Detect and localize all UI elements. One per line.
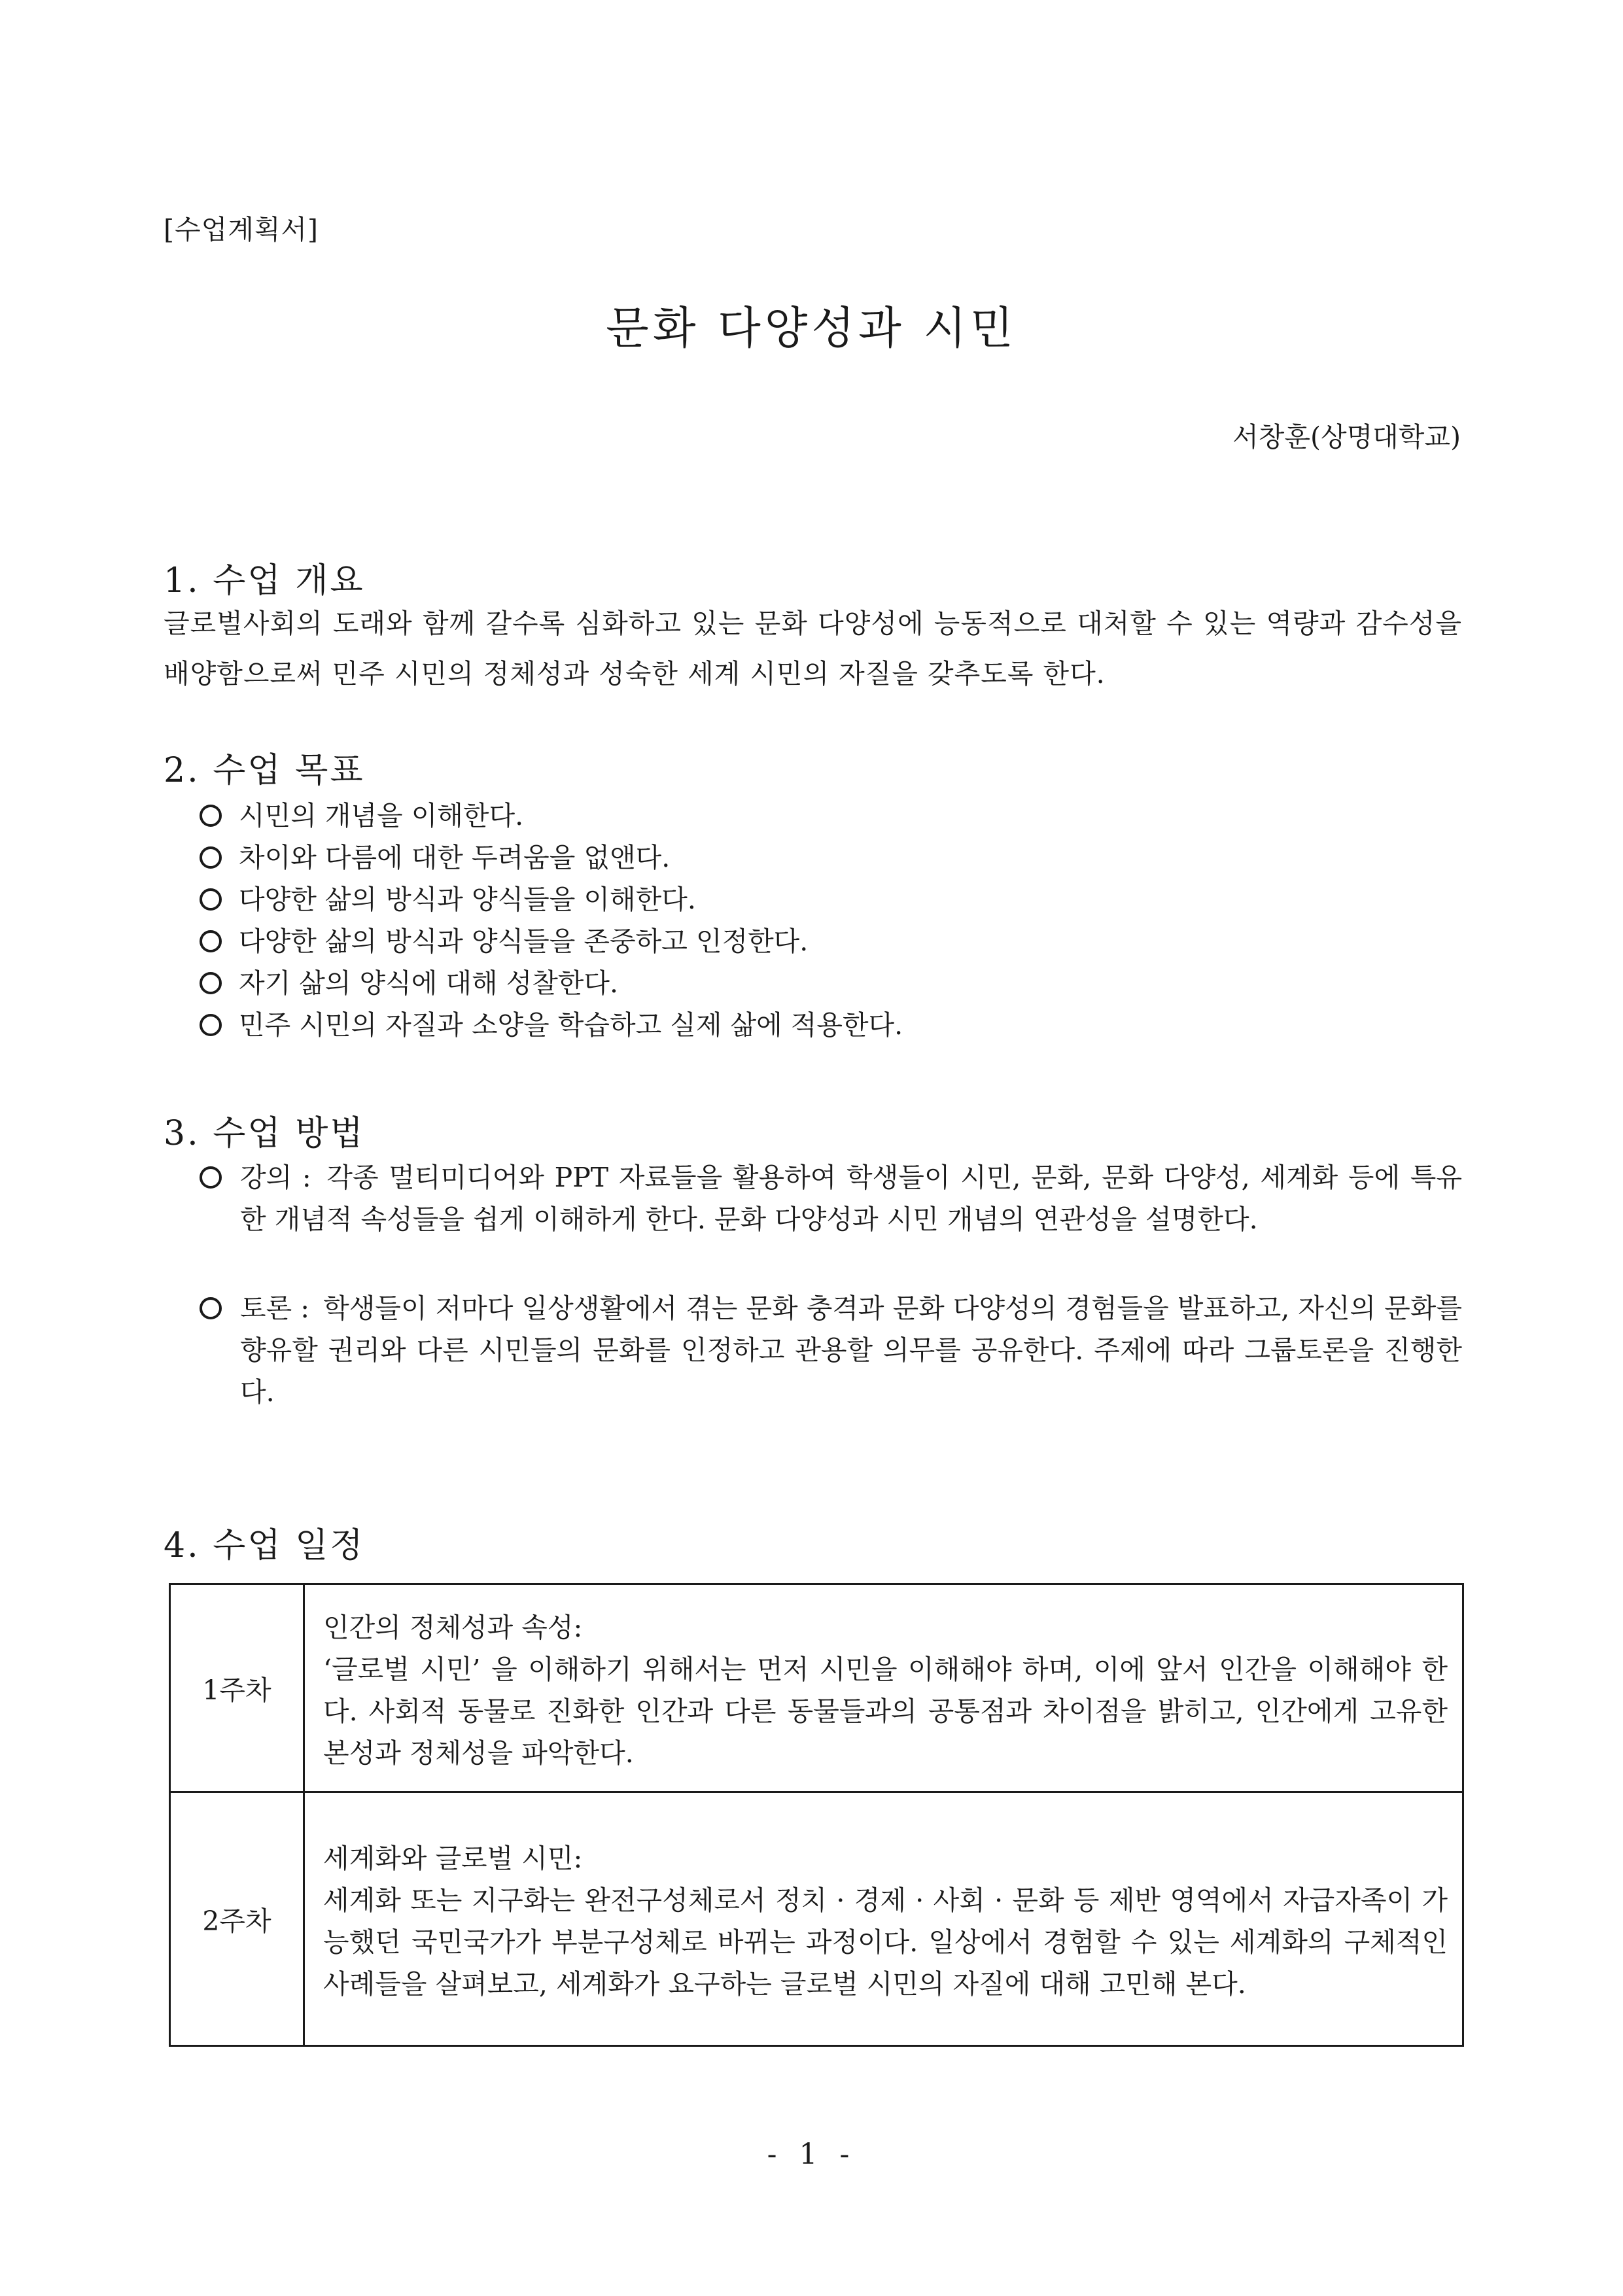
method-description: 학생들이 저마다 일상생활에서 겪는 문화 충격과 문화 다양성의 경험들을 발표하고, 자신의 문화를 향유할 권리와 다른 시민들의 문화를 인정하고 관용할 의무를 공유한다. 주제에 따라 그룹토론을 진행한다.: [240, 1293, 1462, 1408]
overview-paragraph: 글로벌사회의 도래와 함께 갈수록 심화하고 있는 문화 다양성에 능동적으로 대처할 수 있는 역량과 감수성을 배양함으로써 민주 시민의 정체성과 성숙한 세계 시민의 자질을 갖추도록 한다.: [164, 608, 1462, 689]
goal-text: 민주 시민의 자질과 소양을 학습하고 실제 삶에 적용한다.: [239, 1009, 903, 1041]
section-heading-goals: 2. 수업 목표: [164, 751, 365, 790]
document-type-label: [수업계획서]: [164, 214, 319, 245]
method-label: 토론 :: [240, 1293, 310, 1324]
goal-text: 시민의 개념을 이해한다.: [239, 800, 524, 831]
method-label: 강의 :: [240, 1162, 311, 1193]
section-heading-schedule: 4. 수업 일정: [164, 1526, 365, 1565]
list-item: [200, 962, 903, 1004]
week-content: [304, 1584, 1463, 1792]
circle-bullet-icon: [200, 805, 222, 827]
list-item: [200, 878, 903, 920]
page-number: - 1 -: [767, 2138, 856, 2171]
list-item: [200, 1004, 903, 1046]
week-content: [304, 1792, 1463, 2046]
schedule-table: [169, 1583, 1464, 2047]
list-item: [200, 920, 903, 962]
list-item: [200, 795, 903, 837]
section-heading-overview: 1. 수업 개요: [164, 561, 365, 600]
week-label: 2주차: [170, 1792, 304, 2046]
goal-text: 자기 삶의 양식에 대해 성찰한다.: [239, 967, 619, 999]
circle-bullet-icon: [200, 888, 222, 911]
week-topic-title: 세계화와 글로벌 시민:: [323, 1842, 583, 1874]
goal-text: 다양한 삶의 방식과 양식들을 이해한다.: [239, 884, 696, 915]
week-topic-title: 인간의 정체성과 속성:: [323, 1611, 583, 1643]
goals-list: [200, 795, 903, 1046]
method-item-lecture: [200, 1157, 1462, 1240]
circle-bullet-icon: [200, 1297, 222, 1319]
author-name: 서창훈(상명대학교): [1232, 421, 1461, 453]
circle-bullet-icon: [200, 1014, 222, 1036]
section-heading-methods: 3. 수업 방법: [164, 1114, 365, 1153]
method-text: [240, 1287, 1462, 1413]
table-row: [170, 1584, 1463, 1792]
goal-text: 차이와 다름에 대한 두려움을 없앤다.: [239, 842, 671, 873]
list-item: [200, 837, 903, 878]
method-description: 각종 멀티미디어와 PPT 자료들을 활용하여 학생들이 시민, 문화, 문화 다양성, 세계화 등에 특유한 개념적 속성들을 쉽게 이해하게 한다. 문화 다양성과 시민 개념의 연관성을 설명한다.: [240, 1162, 1462, 1235]
document-title: 문화 다양성과 시민: [606, 303, 1017, 355]
table-row: [170, 1792, 1463, 2046]
goal-text: 다양한 삶의 방식과 양식들을 존중하고 인정한다.: [239, 926, 809, 957]
circle-bullet-icon: [200, 972, 222, 994]
method-text: [240, 1157, 1462, 1240]
week-topic-text: ‘글로벌 시민’ 을 이해하기 위해서는 먼저 시민을 이해해야 하며, 이에 앞서 인간을 이해해야 한다. 사회적 동물로 진화한 인간과 다른 동물들과의 공통점과 차이점을 밝히고, 인간에게 고유한 본성과 정체성을 파악한다.: [323, 1653, 1448, 1769]
method-item-discussion: [200, 1287, 1462, 1413]
circle-bullet-icon: [200, 930, 222, 952]
circle-bullet-icon: [200, 846, 222, 869]
week-topic-text: 세계화 또는 지구화는 완전구성체로서 정치 · 경제 · 사회 · 문화 등 제반 영역에서 자급자족이 가능했던 국민국가가 부분구성체로 바뀌는 과정이다. 일상에서 경험할 수 있는 세계화의 구체적인 사례들을 살펴보고, 세계화가 요구하는 글로벌 시민의 자질에 대해 고민해 본다.: [323, 1884, 1448, 2000]
circle-bullet-icon: [200, 1166, 222, 1189]
week-label: 1주차: [170, 1584, 304, 1792]
